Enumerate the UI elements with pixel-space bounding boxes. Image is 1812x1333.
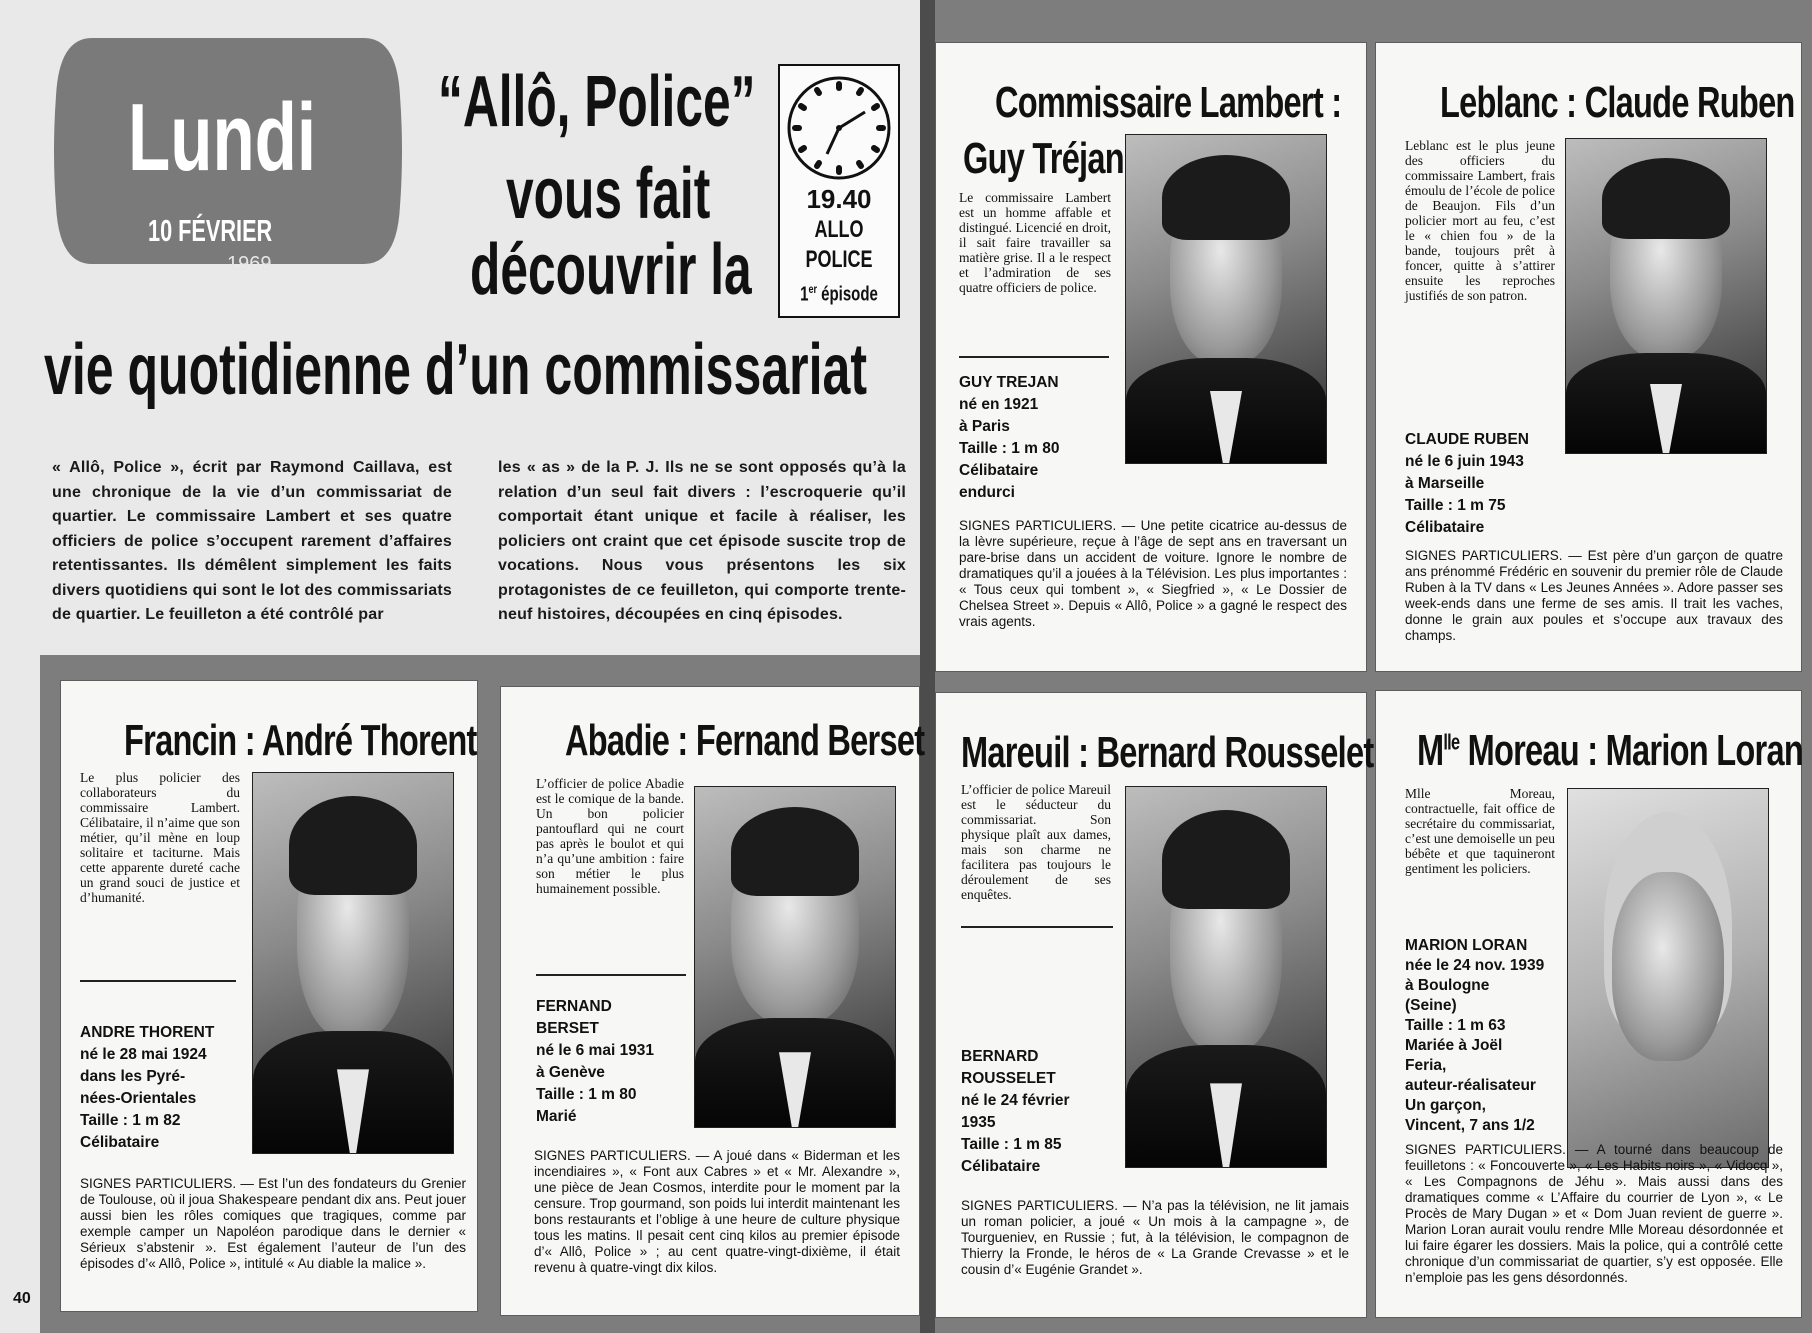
abadie-signes: SIGNES PARTICULIERS. — A joué dans « Biderman et les incendiaires », « Font aux Cabres » et « Mr. Alexandre », une pièce de Jean Cosmos, interdite pour le moment par la censure. Trop gourmand, son poids lui interdit maintenant les bons restaurants et l’oblige à une heure de culture physique tous les matins. Il pesait cent cinq kilos au premier épisode d’« Allô, Police » ; au cent quatre-vingt-dixième, il était revenu à quatre-vingt dix kilos. (534, 1148, 900, 1275)
abadie-fact-place: à Genève (536, 1064, 605, 1081)
lambert-fact-status2: endurci (959, 484, 1015, 501)
francin-fact-height: Taille : 1 m 82 (80, 1112, 181, 1129)
lambert-fact-status: Célibataire (959, 462, 1039, 479)
leblanc-fact-place: à Marseille (1405, 475, 1485, 492)
mareuil-facts (961, 1046, 1070, 1178)
time-label: 19.40 (806, 184, 872, 214)
profile-lambert (935, 42, 1367, 672)
profile-moreau (1375, 690, 1802, 1318)
leblanc-title: Leblanc : Claude Ruben (1440, 78, 1795, 127)
leblanc-photo (1565, 138, 1767, 454)
abadie-fact-name1: FERNAND (536, 998, 612, 1015)
leblanc-fact-name: CLAUDE RUBEN (1405, 431, 1529, 448)
episode-num: 1 (800, 283, 809, 306)
program-line1: ALLO (814, 216, 864, 243)
mareuil-fact-year: 1935 (961, 1114, 996, 1131)
headline-line2: vous fait (506, 154, 711, 234)
abadie-bio: L’officier de police Abadie est le comique de la bande. Un bon policier pantouflard qui ne court pas après le boulot et qui n’a qu’une ambition : faire son métier le plus humainement possible. (536, 776, 684, 896)
lambert-facts (959, 372, 1060, 504)
moreau-bio: Mlle Moreau, contractuelle, fait office de secrétaire du commissariat, c’est une demoiselle un peu bébête et que taquineront gentiment les policiers. (1405, 786, 1555, 876)
mareuil-title: Mareuil : Bernard Rousselet (961, 728, 1374, 777)
headline-line4: vie quotidienne d’un commissariat (44, 330, 868, 410)
moreau-fact-spouse-job: auteur-réalisateur (1405, 1077, 1536, 1094)
article-col2: les « as » de la P. J. Ils ne se sont opposés qu’à la relation d’un seul fait divers : l’escroquerie qu’il comportait étant unique et facile à réaliser, les policiers ont craint que cet épisode suscite trop de vocations. Nous vous présentons les six protagonistes de ce feuilleton, qui comporte trente-neuf histoires, découpées en cinq épisodes. (498, 459, 906, 623)
moreau-title-pre: M (1417, 726, 1444, 775)
leblanc-fact-born: né le 6 juin 1943 (1405, 453, 1524, 470)
moreau-fact-born: née le 24 nov. 1939 (1405, 957, 1545, 974)
moreau-fact-child: Un garçon, (1405, 1097, 1486, 1114)
moreau-fact-place2: (Seine) (1405, 997, 1457, 1014)
abadie-fact-born: né le 6 mai 1931 (536, 1042, 655, 1059)
moreau-fact-married: Mariée à Joël (1405, 1037, 1503, 1054)
episode-label (795, 282, 884, 307)
day-label: Lundi (128, 84, 317, 191)
abadie-title: Abadie : Fernand Berset (565, 716, 925, 765)
abadie-facts (536, 996, 654, 1128)
abadie-fact-name2: BERSET (536, 1020, 599, 1037)
mareuil-rule (961, 926, 1113, 928)
mareuil-fact-status: Célibataire (961, 1158, 1041, 1175)
mareuil-photo (1125, 786, 1327, 1168)
page-number: 40 (13, 1290, 31, 1307)
profile-mareuil (935, 692, 1374, 1318)
moreau-facts (1405, 936, 1544, 1136)
abadie-photo (694, 786, 896, 1128)
leblanc-bio: Leblanc est le plus jeune des officiers du commissaire Lambert, frais émoulu de l’école de police de Beaujon. Fils d’un policier mort au feu, c’est le « chien fou » de la bande, toujours prêt à foncer, quitte à s’attirer ensuite les reproches justifiés de son patron. (1405, 138, 1555, 303)
francin-rule (80, 980, 236, 982)
abadie-fact-height: Taille : 1 m 80 (536, 1086, 637, 1103)
episode-sup: er (808, 282, 817, 296)
francin-facts (80, 1022, 214, 1154)
francin-fact-name: ANDRE THORENT (80, 1024, 215, 1041)
leblanc-facts (1405, 429, 1529, 539)
lambert-fact-place: à Paris (959, 418, 1010, 435)
profile-francin (60, 680, 478, 1312)
lambert-title-line1: Commissaire Lambert : (995, 78, 1342, 127)
francin-signes: SIGNES PARTICULIERS. — Est l’un des fondateurs du Grenier de Toulouse, où il joua Shakespeare pendant dix ans. Peut jouer aussi bien les rôles comiques que tragiques, comme par exemple camper un Napoléon parodique dans le dernier « Sérieux s’abstenir ». Est également l’auteur de l’un des épisodes d’« Allô, Police », intitulé « Au diable la malice ». (80, 1176, 466, 1271)
lambert-signes: SIGNES PARTICULIERS. — Une petite cicatrice au-dessus de la lèvre supérieure, reçue à l’âge de sept ans en traversant un pare-brise dans un accident de voiture. Ignore le nombre de dramatiques qu’il a jouées à la Télévision. Les plus importantes : « Tous ceux qui tombent », « Siegfried », « Le Dossier de Chelsea Street ». Depuis « Allô, Police » a gagné le respect des vrais agents. (959, 518, 1347, 629)
schedule-box (778, 64, 900, 318)
mareuil-fact-name1: BERNARD (961, 1048, 1039, 1065)
moreau-title-main: Moreau : Marion Loran (1459, 726, 1803, 775)
headline-line1: “Allô, Police” (438, 62, 756, 142)
moreau-fact-place: à Boulogne (1405, 977, 1490, 994)
abadie-rule (536, 974, 686, 976)
moreau-title-sup: lle (1443, 729, 1460, 755)
leblanc-signes: SIGNES PARTICULIERS. — Est père d’un garçon de quatre ans prénommé Frédéric en souvenir du premier rôle de Claude Ruben à la TV dans « Les Jeunes Années ». Adore passer ses week-ends dans une ferme de ses amis. Il trait les vaches, donne le grain aux poules et s’occupe aux travaux des champs. (1405, 548, 1783, 643)
leblanc-fact-status: Célibataire (1405, 519, 1485, 536)
moreau-photo (1567, 788, 1769, 1168)
abadie-fact-status: Marié (536, 1108, 577, 1125)
moreau-fact-name: MARION LORAN (1405, 937, 1528, 954)
francin-title: Francin : André Thorent (124, 716, 477, 765)
lambert-fact-height: Taille : 1 m 80 (959, 440, 1060, 457)
mareuil-fact-height: Taille : 1 m 85 (961, 1136, 1062, 1153)
profile-leblanc (1375, 42, 1802, 672)
mareuil-bio: L’officier de police Mareuil est le séducteur du commissariat. Son physique plaît aux dames, mais son charme ne facilitera pas toujours le déroulement de ses enquêtes. (961, 782, 1111, 902)
moreau-fact-height: Taille : 1 m 63 (1405, 1017, 1506, 1034)
clock-icon (785, 74, 893, 182)
francin-fact-place2: nées-Orientales (80, 1090, 197, 1107)
moreau-fact-child-name: Vincent, 7 ans 1/2 (1405, 1117, 1535, 1134)
headline-line3: découvrir la (470, 230, 752, 310)
leblanc-fact-height: Taille : 1 m 75 (1405, 497, 1506, 514)
moreau-signes: SIGNES PARTICULIERS. — A tourné dans beaucoup de feuilletons : « Foncouverte », « Les Habits noirs », « Vidocq », « Les Compagnons de Jéhu ». Mais aussi dans des dramatiques comme « L’Affaire du courrier de Lyon », « Le Procès de Mary Dugan » et « Dom Juan revient de guerre ». Marion Loran aurait voulu rendre Mlle Moreau désordonnée et lui faire égarer les dossiers. Mais la police, qui a contrôlé cette chronique d’un commissariat de quartier, s’y est opposée. Elle n’emploie pas les gens désordonnés. (1405, 1142, 1783, 1285)
year-label: 1969 (227, 253, 272, 275)
article-col1: « Allô, Police », écrit par Raymond Caillava, est une chronique de la vie d’un commissariat de quartier. Le commissaire Lambert et ses quatre officiers de police s’occupent rarement d’affaires retentissantes. Ils démêlent simplement les faits divers quotidiens qui sont le lot des commissariats de quartier. Le feuilleton a été contrôlé par (52, 459, 452, 623)
francin-bio: Le plus policier des collaborateurs du commissaire Lambert. Célibataire, il n’aime que son métier, qu’il mène en loup solitaire et taciturne. Mais cette apparente dureté cache un grand souci de justice et d’humanité. (80, 770, 240, 905)
francin-fact-status: Célibataire (80, 1134, 160, 1151)
lambert-photo (1125, 134, 1327, 464)
moreau-title (1417, 726, 1803, 776)
francin-photo (252, 772, 454, 1154)
lambert-title-line2: Guy Tréjan (963, 134, 1124, 183)
gutter (920, 0, 935, 1333)
lambert-fact-born: né en 1921 (959, 396, 1039, 413)
mareuil-fact-born: né le 24 février (961, 1092, 1070, 1109)
date-label: 10 FÉVRIER (148, 213, 273, 248)
francin-fact-place: dans les Pyré- (80, 1068, 186, 1085)
program-line2: POLICE (805, 246, 873, 273)
moreau-fact-spouse: Feria, (1405, 1057, 1447, 1074)
lambert-fact-name: GUY TREJAN (959, 374, 1059, 391)
mareuil-signes: SIGNES PARTICULIERS. — N’a pas la télévision, ne lit jamais un roman policier, a joué « Un mois à la campagne », de Tourgueniev, en Russie ; fut, à la télévision, le compagnon de Thierry la Fronde, le héros de « La Grande Crevasse » et le cousin d’« Eugénie Grandet ». (961, 1198, 1349, 1277)
lambert-bio: Le commissaire Lambert est un homme affable et distingué. Licencié en droit, il sait faire travailler sa matière grise. Il a le respect et l’admiration de ses quatre officiers de police. (959, 190, 1111, 295)
lambert-rule (959, 356, 1109, 358)
profile-abadie (500, 686, 925, 1316)
episode-word: épisode (821, 283, 878, 306)
mareuil-fact-name2: ROUSSELET (961, 1070, 1056, 1087)
francin-fact-born: né le 28 mai 1924 (80, 1046, 207, 1063)
